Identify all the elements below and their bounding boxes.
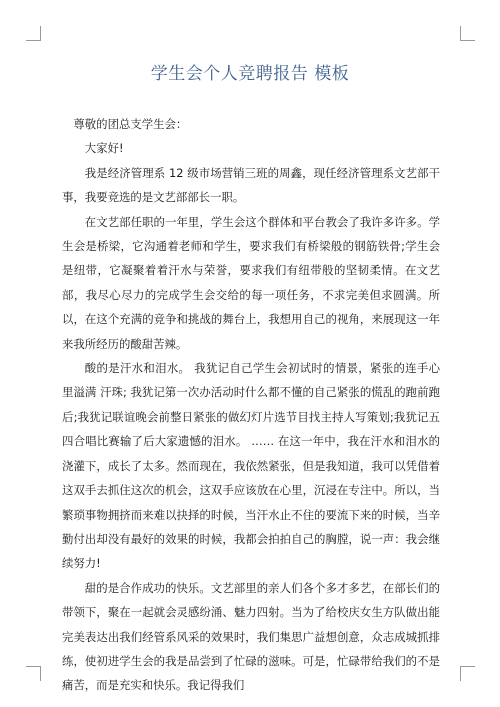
crop-mark-bottom-left xyxy=(26,666,41,681)
document-body xyxy=(62,112,440,698)
crop-mark-top-left xyxy=(26,26,41,41)
document-title: 学生会个人竞聘报告 模板 xyxy=(150,64,350,84)
crop-mark-top-right xyxy=(460,26,475,41)
body-paragraph: 在文艺部任职的一年里，学生会这个群体和平台教会了我许多许多。学生会是桥梁，它沟通着老师和学生，要求我们有桥梁般的钢筋铁骨;学生会是纽带，它凝聚着着汗水与荣誉，要求我们有纽带般的坚韧柔情。在文艺部，我尽心尽力的完成学生会交给的每一项任务，不求完美但求圆满。所以，在这个充满的竞争和挑战的舞台上，我想用自己的视角，来展现这一年来我所经历的酸甜苦辣。 xyxy=(62,214,440,351)
body-paragraph: 我是经济管理系 12 级市场营销三班的周鑫，现任经济管理系文艺部干事，我要竞选的是文艺部部长一职。 xyxy=(62,165,440,205)
body-paragraph: 甜的是合作成功的快乐。文艺部里的亲人们各个多才多艺，在部长们的带领下，聚在一起就会灵感纷涌、魅力四射。当为了给校庆女生方队做出能完美表达出我们经管系风采的效果时，我们集思广益想创意，众志成城抓排练，使初进学生会的我是品尝到了忙碌的滋味。可是，忙碌带给我们的不是痛苦，而是充实和快乐。我记得我们 xyxy=(62,580,440,693)
crop-mark-bottom-right xyxy=(460,666,475,681)
body-paragraph: 酸的是汗水和泪水。 我犹记自己学生会初试时的情景，紧张的连手心里溢满 汗珠; 我犹记第一次办活动时什么都不懂的自己紧张的慌乱的跑前跑后;我犹记联谊晚会前整日紧张的做幻灯片选节目找主持人写策划;我犹记五四合唱比赛输了后大家遗憾的泪水。 …… 在这一年中，我在汗水和泪水的浇灌下，成长了太多。然而现在，我依然紧张，但是我知道，我可以凭借着这双手去抓住这次的机会，这双手应该放在心里，沉浸在专注中。所以，当繁琐事物拥挤而来难以抉择的时候，当汗水止不住的要流下来的时候，当辛勤付出却没有最好的效果的时候，我都会拍拍自己的胸膛，说一声：我会继续努力! xyxy=(62,361,440,571)
salutation: 尊敬的团总支学生会： xyxy=(73,117,188,131)
greeting: 大家好! xyxy=(84,141,124,156)
